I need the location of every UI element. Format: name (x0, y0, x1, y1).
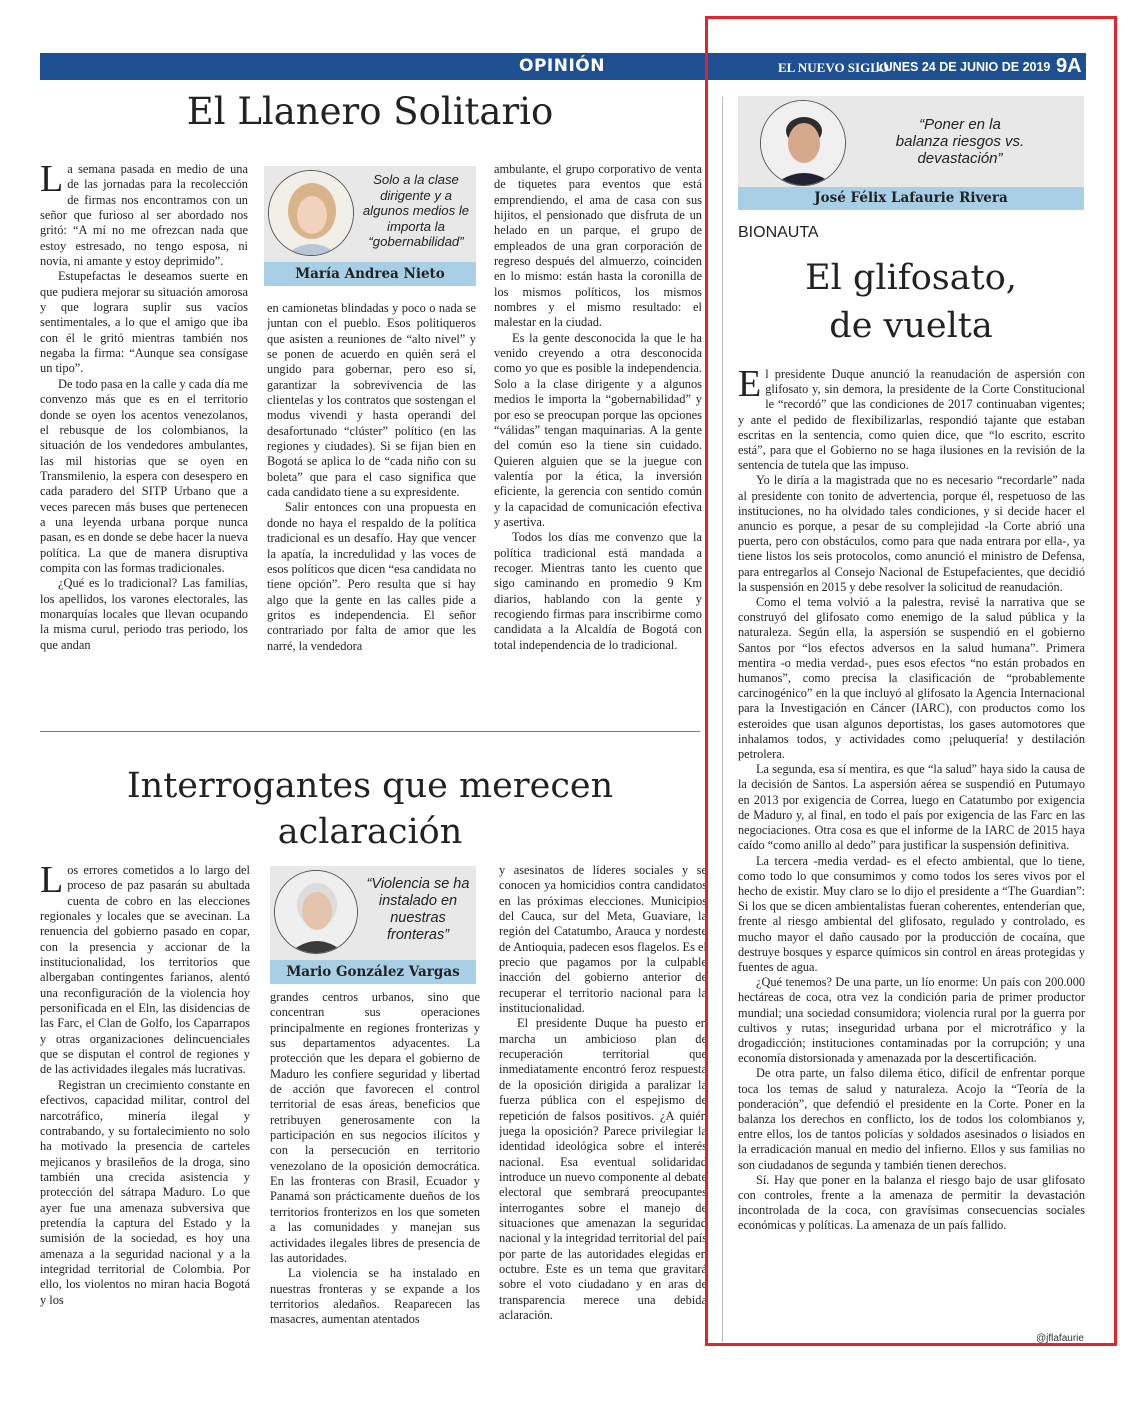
paragraph: La tercera -media verdad- es el efecto ambiental, que lo tiene, como todo lo que consumimos y como todos los seres vivos por el hecho de existir. Muy claro se lo dijo el presidente a “The Guardian”: Si los que se dicen ambientalistas fueran coherentes, entenderían que, frente al riesgo ambiental del glifosato, regulado y controlado, es mucho mayor el daño causado por la producción de cocaína, que destruye bosques y esparce químicos sin control en áreas protegidas y fuentes de agua. (738, 853, 1085, 974)
paragraph: a semana pasada en medio de una de las jornadas para la recolección de firmas nos encontramos con un señor que furioso al ser abordado nos gritó: “A mí no me ofrezcan nada que estoy estresado, no tengo esposa, ni novia, ni amante y estoy deprimido”. (40, 162, 248, 269)
author-portrait-mario-gonzalez-vargas (274, 870, 358, 954)
article-3-pullquote-box (738, 96, 1084, 210)
newspaper-name: EL NUEVO SIGLO (778, 60, 889, 75)
paragraph: ambulante, el grupo corporativo de venta de tiquetes para eventos que está emprendiendo, el ama de casa con sus hijitos, el pensionado que disfruta de un helado en un parque, el grupo de empleados de una gran corporación de regreso después del almuerzo, coinciden en lo mismo: están hasta la coronilla de los mismos políticos, los mismos nombres y el mismo resultado: el malestar en la ciudad. (494, 162, 702, 330)
paragraph: Registran un crecimiento constante en efectivos, capacidad militar, control del narcotráfico, minería ilegal y contrabando, y su fortalecimiento no solo ha motivado la presencia de carteles mejicanos y brasileños de la droga, sino también una crecida asistencia y protección del sátrapa Maduro. Lo que ayer fue una amenaza subversiva que pretendía la captura del Estado y la sumisión de la sociedad, es hoy una amenaza a la seguridad nacional y a la integridad territorial de Colombia. Por ello, los violentos no miran hacia Bogotá y los (40, 1077, 250, 1307)
portrait-icon (761, 101, 846, 186)
paragraph: La segunda, esa sí mentira, es que “la salud” haya sido la causa de la decisión de Santos. La aspersión aérea se suspendió en Putumayo en 2013 por exigencia de Correa, luego en Catatumbo por exigencia de Maduro y, al final, en todo el país por exigencia de las Farc en las negociaciones. Otra cosa es que el informe de la IARC de 2015 haya caído “como anillo al dedo” para justificar la suspensión definitiva. (738, 762, 1085, 853)
paragraph: Estupefactas le deseamos suerte en que pudiera mejorar su situación amorosa y que lograra suplir sus vacíos sentimentales, a lo que el amigo que iba con él le gritó mientras también nos negaba la firma: “Aunque sea consígase un tipo”. (40, 269, 248, 376)
article-3-title-line-1: El glifosato, (805, 258, 1017, 298)
author-name: María Andrea Nieto (264, 262, 476, 286)
author-social-handle: @jflafaurie (1036, 1333, 1084, 1344)
article-2-column-1 (40, 863, 250, 1353)
paragraph: La violencia se ha instalado en nuestras fronteras y se expande a los territorios aledaños. Reaparecen las masacres, aumentan atentados (270, 1266, 480, 1327)
author-name: José Félix Lafaurie Rivera (738, 187, 1084, 210)
article-2-title-line-1: Interrogantes que merecen (126, 766, 614, 806)
article-2-column-3 (499, 863, 707, 1353)
article-1-column-3 (494, 162, 702, 710)
article-3-title-line-2: de vuelta (829, 306, 993, 346)
pullquote-text: “Poner en la balanza riesgos vs. devastación” (895, 116, 1025, 167)
article-2-title-line-2: aclaración (277, 812, 463, 852)
paragraph: Sí. Hay que poner en la balanza el riesgo bajo de usar glifosato con controles, frente a la amenaza de permitir la devastación incontrolada de la coca, con gravísimas consecuencias sociales económicas y políticas. La amenaza de un país fallido. (738, 1172, 1085, 1233)
paragraph: Yo le diría a la magistrada que no es necesario “recordarle” nada al presidente con tonito de advertencia, porque él, respetuoso de las instituciones, no ha olvidado tales condiciones, y si decide hacer el anuncio es porque, a pesar de su complejidad -la Corte abrió una puerta, pero con obstáculos, como para que nada entrara por ella-, ya tiene listos los seis protocolos, como anunció el ministro de Defensa, para entregarlos al Consejo Nacional de Estupefacientes, que decidió la suspensión en 2015 y debe resolver la solicitud de reanudación. (738, 473, 1085, 594)
dropcap: L (40, 863, 64, 901)
author-name: Mario González Vargas (270, 960, 476, 984)
article-1-column-1 (40, 162, 248, 710)
paragraph: l presidente Duque anunció la reanudación de aspersión con glifosato y, sin demora, la presidente de la Corte Constitucional le “recordó” que las condiciones de 2017 continuaban vigentes; y ante el pedido de flexibilizarlas, respondió tajante que estaban escritas en la sentencia, como quien dice, que “lo escrito, escrito está”, para que el Gobierno no se haga ilusiones en la revisión de la sentencia de tutela que las impuso. (738, 367, 1085, 473)
paragraph: os errores cometidos a lo largo del proceso de paz pasarán su abultada cuenta de cobro en las elecciones regionales y locales que se avecinan. La renuencia del gobierno pasado en copar, con la presencia y accionar de la institucionalidad, los territorios que albergaban contingentes farianos, alentó una reconfiguración de la violencia hoy personificada en el Eln, las disidencias de las Farc, el Clan de Golfo, los Caparrapos y otras organizaciones delincuenciales que se disputan el control de regiones y de las actividades ilegales más lucrativas. (40, 863, 250, 1077)
article-divider (40, 731, 700, 732)
paragraph: De otra parte, un falso dilema ético, difícil de enfrentar porque toca los temas de salud y naturaleza. Acojo la “Teoría de la ponderación”, que defendió el presidente en la Corte. Poner en la balanza los derechos en conflicto, los de todos los colombianos y, entre ellos, los de tantos policías y soldados asesinados o lisiados en la erradicación manual en medio del infierno. Ellos y sus familias no son ciudadanos de segunda y también tienen derechos. (738, 1066, 1085, 1172)
dropcap: E (738, 367, 762, 405)
article-2-pullquote-box (270, 866, 476, 984)
article-1-pullquote-box (264, 166, 476, 286)
section-kicker: BIONAUTA (738, 224, 819, 241)
dropcap: L (40, 162, 64, 200)
paragraph: Todos los días me convenzo que la política tradicional está mandada a recoger. Mientras tanto les cuento que sigo caminando en promedio 9 Km diarios, hablando con la gente y recogiendo firmas para inscribirme como candidata a la Alcaldía de Bogotá con total independencia de lo tradicional. (494, 530, 702, 652)
author-portrait-maria-andrea-nieto (268, 170, 354, 256)
paragraph: Como el tema volvió a la palestra, revisé la narrativa que se construyó del glifosato como enemigo de la salud pública y la naturaleza. Según ella, la aspersión se suspendió en el gobierno Santos por “los efectos adversos en la salud humana”. Primera mentira -o media verdad-, pues esos efectos “no están probados en humanos”, como precisa la clasificación de “probablemente carcinogénico” en la que incluyó al glifosato la Agencia Internacional para la Investigación en Cáncer (IARC), con productos como los esteroides que usan algunos deportistas, los gases automotores que inhalamos todos, y actividades como ¡peluquería! y destilación petrolera. (738, 595, 1085, 762)
page-number: 9A (1056, 55, 1082, 77)
section-label: OPINIÓN (519, 56, 605, 76)
pullquote-text: “Violencia se ha instalado en nuestras fronteras” (366, 876, 470, 943)
paragraph: ¿Qué tenemos? De una parte, un lío enorme: Un país con 200.000 hectáreas de coca, otra vez la condición paria de primer productor mundial; una sociedad consumidora; violencia rural por la guerra por cultivos y rutas; inseguridad urbana por el microtráfico y la drogadicción; instituciones contaminadas por la corrupción; y una economía distorsionada y amenazada por la descertificación. (738, 975, 1085, 1066)
paragraph: Salir entonces con una propuesta en donde no haya el respaldo de la política tradicional es un desafío. Hay que vencer la apatía, la incredulidad y las voces de esos políticos que dicen “esa candidata no tiene opción”. Pero resulta que si hay algo que la gente en las calles pide a gritos es independencia. El señor contrariado por falta de amor que les narré, la vendedora (267, 500, 476, 653)
paragraph: y asesinatos de líderes sociales y se conocen ya homicidios contra candidatos en las próximas elecciones. Municipios del Cauca, sur del Meta, Guaviare, la región del Catatumbo, Arauca y nordeste de Antioquia, padecen esos flagelos. Es el precio que pagamos por la culpable inacción del gobierno anterior de recuperar el territorio nacional para la institucionalidad. (499, 863, 707, 1016)
paragraph: grandes centros urbanos, sino que concentran sus operaciones principalmente en regiones fronterizas y sus departamentos adyacentes. La protección que les depara el gobierno de Maduro les confiere seguridad y libertad de acción que favorecen el control territorial de esas áreas, beneficios que retribuyen generosamente con la participación en sus negocios ilícitos y con la persecución en territorio venezolano de la oposición democrática. En las fronteras con Brasil, Ecuador y Panamá son prácticamente dueños de los territorios fronterizos en los que someten a las comunidades y manejan sus actividades ilegales libres de presencia de las autoridades. (270, 990, 480, 1265)
issue-date: LUNES 24 DE JUNIO DE 2019 (876, 60, 1051, 74)
portrait-icon (275, 871, 358, 954)
paragraph: El presidente Duque ha puesto en marcha un ambicioso plan de recuperación territorial que inmediatamente encontró feroz respuesta de la oposición dirigida a paralizar la fuerza pública con el espejismo de repetición de falsos positivos. ¿A quién juega la oposición? Parece privilegiar la identidad ideológica sobre el interés nacional. Esa eventual solidaridad introduce un nuevo componente al debate electoral que sembrará preocupantes interrogantes sobre el manejo de situaciones que amenazan la seguridad nacional y la integridad territorial del país por parte de las autoridades elegidas en octubre. Este es un tema que gravitará sobre el voto ciudadano y en aras de transparencia merece una debida aclaración. (499, 1016, 707, 1322)
author-portrait-jose-felix-lafaurie (760, 100, 846, 186)
paragraph: ¿Qué es lo tradicional? Las familias, los apellidos, los varones electorales, las monarquías locales que llevan ocupando la misma curul, periodo tras periodo, los que andan (40, 576, 248, 652)
column-rule (722, 97, 723, 1342)
paragraph: Es la gente desconocida la que le ha venido creyendo a otra desconocida como yo que es posible la independencia. Solo a la clase dirigente y a algunos medios le importa la “gobernabilidad” y por eso se preocupan porque las opciones “válidas” tengan maquinarias. A la gente del común eso la tiene sin cuidado. Quieren alguien que se la juegue con valentía por la ética, la inversión eficiente, la gerencia con sentido común y la capacidad de comunicación efectiva y asertiva. (494, 330, 702, 529)
article-1-column-2 (267, 301, 476, 711)
article-2-column-2 (270, 990, 480, 1352)
article-1-title: El Llanero Solitario (186, 90, 554, 133)
paragraph: en camionetas blindadas y poco o nada se juntan con el pueblo. Esos politiqueros que asisten a reuniones de “alto nivel” y se ponen de acuerdo en quién será el ungido para gobernar, pero eso sí, garantizar la sobrevivencia de las clientelas y los contratos que sostengan el modus vivendi y hasta operandi del desafortunado “clúster” político (en las regiones y ciudades). Si se fijan bien en Bogotá se aplica lo de “cada niño con su boleta” que para el caso significa que cada candidato tiene a su expresidente. (267, 301, 476, 500)
portrait-icon (269, 171, 354, 256)
paragraph: De todo pasa en la calle y cada día me convenzo más que es en el territorio donde se oyen los acentos venezolanos, el rebusque de los colombianos, la situación de los vendedores ambulantes, las mil historias que se oyen en Transmilenio, la espera con desespero en cada paradero del SITP Urbano que a veces parecen más buses que pertenecen a una leyenda urbana porque nunca pasan, es en donde se debe hacer la nueva política. La que de manera disruptiva compita con las formas tradicionales. (40, 376, 248, 575)
article-3-body (738, 367, 1085, 1333)
pullquote-text: Solo a la clase dirigente y a algunos medios le importa la “gobernabilidad” (362, 172, 470, 249)
